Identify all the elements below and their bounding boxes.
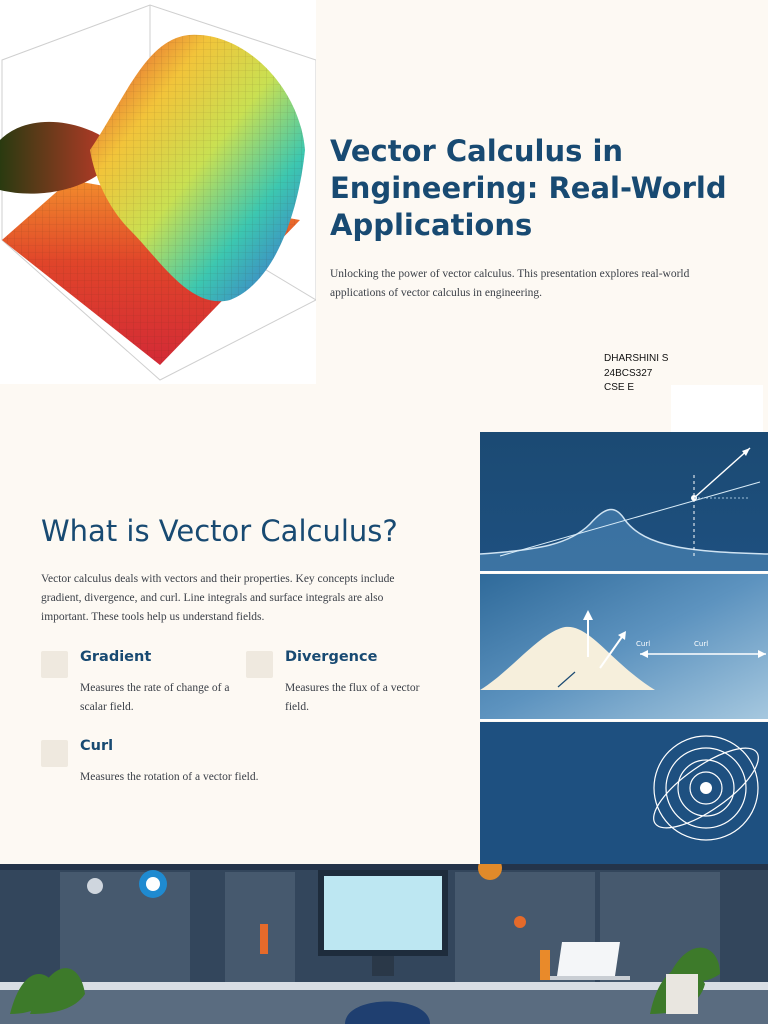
feature-description: Measures the flux of a vector field.	[285, 682, 420, 713]
feature-icon-box	[246, 651, 273, 678]
feature-title: Gradient	[80, 649, 152, 665]
title-slide	[0, 0, 768, 432]
vector-calculus-illustration	[480, 432, 768, 864]
presentation-subtitle: Unlocking the power of vector calculus. This presentation explores real-world applications of vector calculus in engineering.	[330, 268, 690, 299]
workspace-slide	[0, 864, 768, 1024]
feature-icon-box	[41, 740, 68, 767]
saddle-surface-image	[0, 0, 316, 384]
feature-description: Measures the rate of change of a scalar field.	[80, 682, 230, 713]
section-body: Vector calculus deals with vectors and their properties. Key concepts include gradient, divergence, and curl. Line integrals and surface integrals are also important. These tools help us understand fields.	[41, 573, 395, 623]
blank-patch	[671, 385, 763, 432]
author-name: DHARSHINI S	[604, 353, 669, 364]
author-section: CSE E	[604, 382, 635, 393]
feature-title: Curl	[80, 738, 114, 754]
curl-label: Curl	[636, 640, 651, 648]
curl-label: Curl	[694, 640, 709, 648]
section-title: What is Vector Calculus?	[41, 514, 398, 548]
author-block	[604, 352, 668, 396]
author-id: 24BCS327	[604, 367, 653, 379]
feature-icon-box	[41, 651, 68, 678]
feature-description: Measures the rotation of a vector field.	[80, 771, 259, 783]
presentation-title: Vector Calculus in Engineering: Real-World Applications	[330, 134, 727, 242]
concepts-slide	[0, 432, 768, 864]
feature-title: Divergence	[285, 649, 378, 665]
engineering-workspace-image	[0, 864, 768, 1024]
